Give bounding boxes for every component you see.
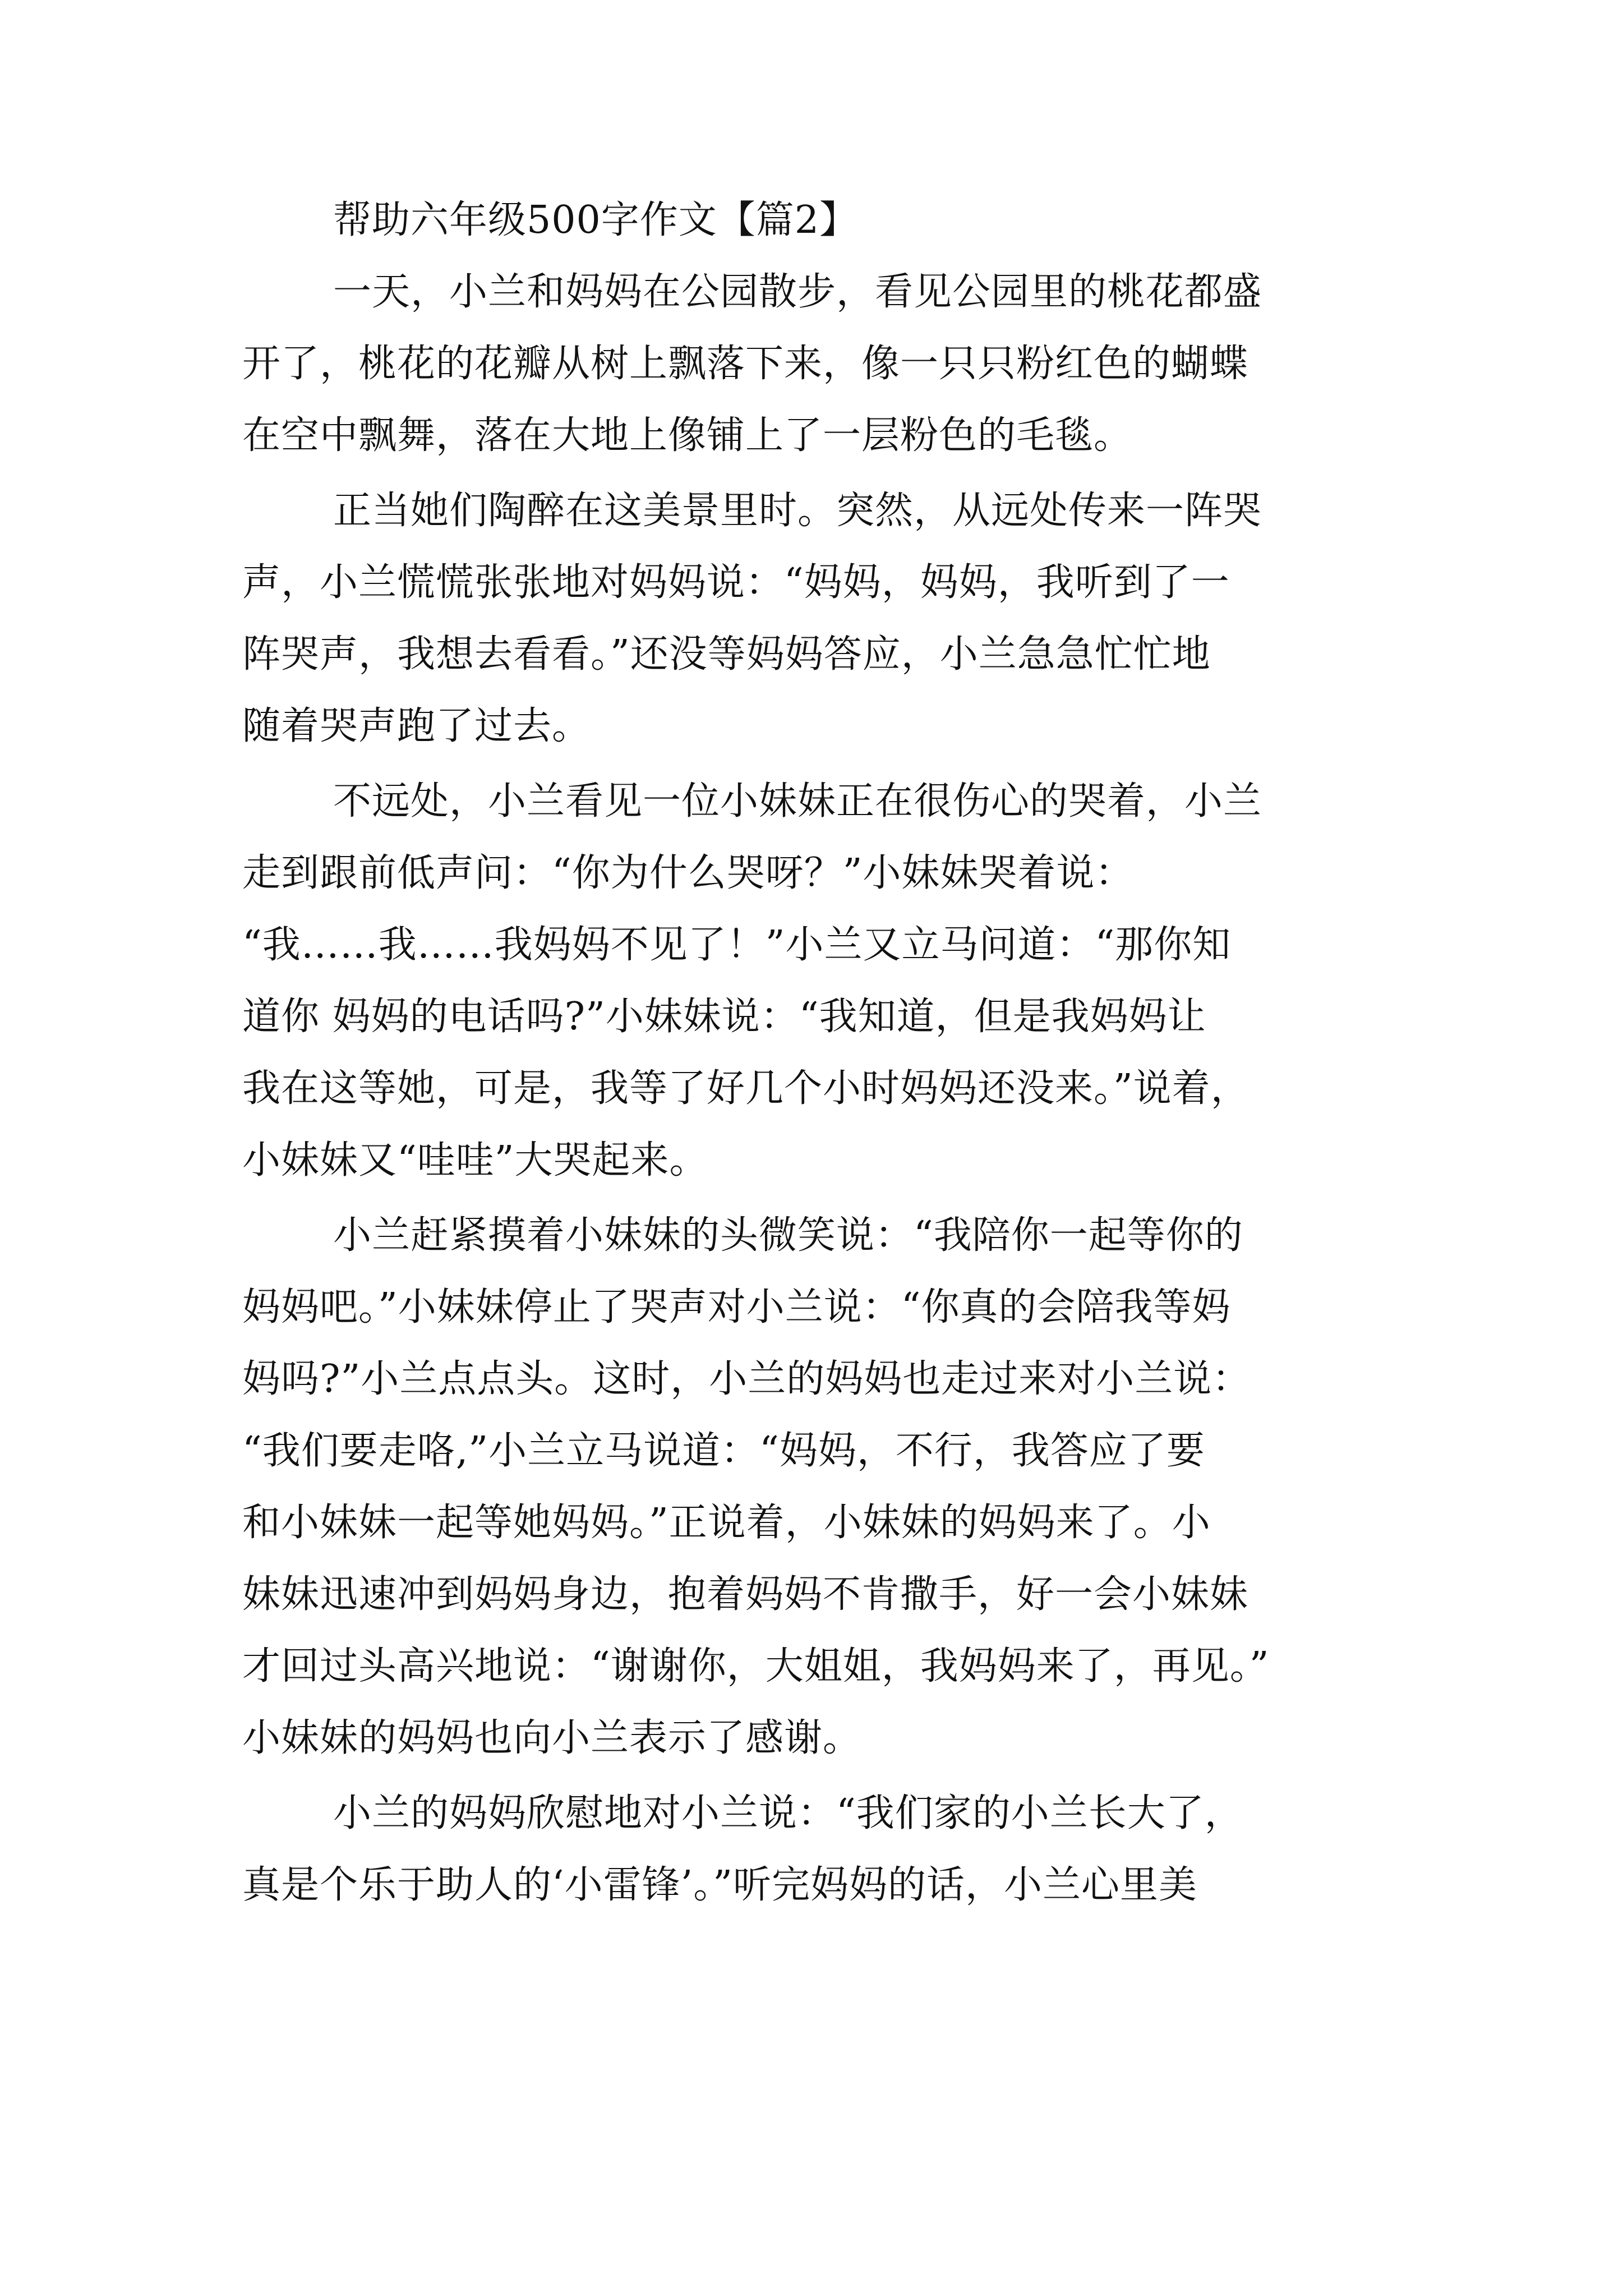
text-line: 才回过头高兴地说：“谢谢你，大姐姐，我妈妈来了，再见。” (242, 1644, 1270, 1688)
text-line: 开了，桃花的花瓣从树上飘落下来，像一只只粉红色的蝴蝶 (242, 342, 1249, 386)
text-line: 在空中飘舞，落在大地上像铺上了一层粉色的毛毯。 (242, 413, 1133, 458)
text-line: 走到跟前低声问：“你为什么哭呀？”小妹妹哭着说： (242, 851, 1134, 895)
text-line: 妹妹迅速冲到妈妈身边，抱着妈妈不肯撒手，好一会小妹妹 (242, 1572, 1249, 1617)
text-line: 随着哭声跑了过去。 (242, 704, 591, 748)
text-line: 声，小兰慌慌张张地对妈妈说：“妈妈，妈妈，我听到了一 (242, 560, 1230, 605)
text-line: 正当她们陶醉在这美景里时。突然，从远处传来一阵哭 (333, 489, 1262, 533)
text-line: 我在这等她，可是，我等了好几个小时妈妈还没来。”说着， (242, 1066, 1249, 1111)
text-line: 小妹妹又“哇哇”大哭起来。 (242, 1138, 708, 1182)
essay-heading: 帮助六年级500字作文【篇2】 (333, 198, 859, 242)
text-line: 小兰赶紧摸着小妹妹的头微笑说：“我陪你一起等你的 (333, 1213, 1243, 1258)
text-line: 小妹妹的妈妈也向小兰表示了感谢。 (242, 1716, 862, 1760)
text-line: 不远处，小兰看见一位小妹妹正在很伤心的哭着，小兰 (333, 779, 1262, 823)
text-line: 真是个乐于助人的‘小雷锋’。”听完妈妈的话，小兰心里美 (242, 1863, 1197, 1907)
text-line: 妈吗?”小兰点点头。这时，小兰的妈妈也走过来对小兰说： (242, 1357, 1251, 1401)
text-line: 妈妈吧。”小妹妹停止了哭声对小兰说：“你真的会陪我等妈 (242, 1285, 1231, 1329)
text-line: 一天，小兰和妈妈在公园散步，看见公园里的桃花都盛 (333, 270, 1262, 314)
text-line: 阵哭声，我想去看看。”还没等妈妈答应，小兰急急忙忙地 (242, 632, 1211, 677)
text-line: 和小妹妹一起等她妈妈。”正说着，小妹妹的妈妈来了。小 (242, 1501, 1211, 1545)
text-line: 道你 妈妈的电话吗?”小妹妹说：“我知道，但是我妈妈让 (242, 995, 1206, 1039)
text-line: “我们要走咯,”小兰立马说道：“妈妈，不行，我答应了要 (242, 1429, 1205, 1473)
text-line: 小兰的妈妈欣慰地对小兰说：“我们家的小兰长大了， (333, 1791, 1243, 1835)
text-line: “我……我……我妈妈不见了！”小兰又立马问道：“那你知 (242, 923, 1232, 967)
